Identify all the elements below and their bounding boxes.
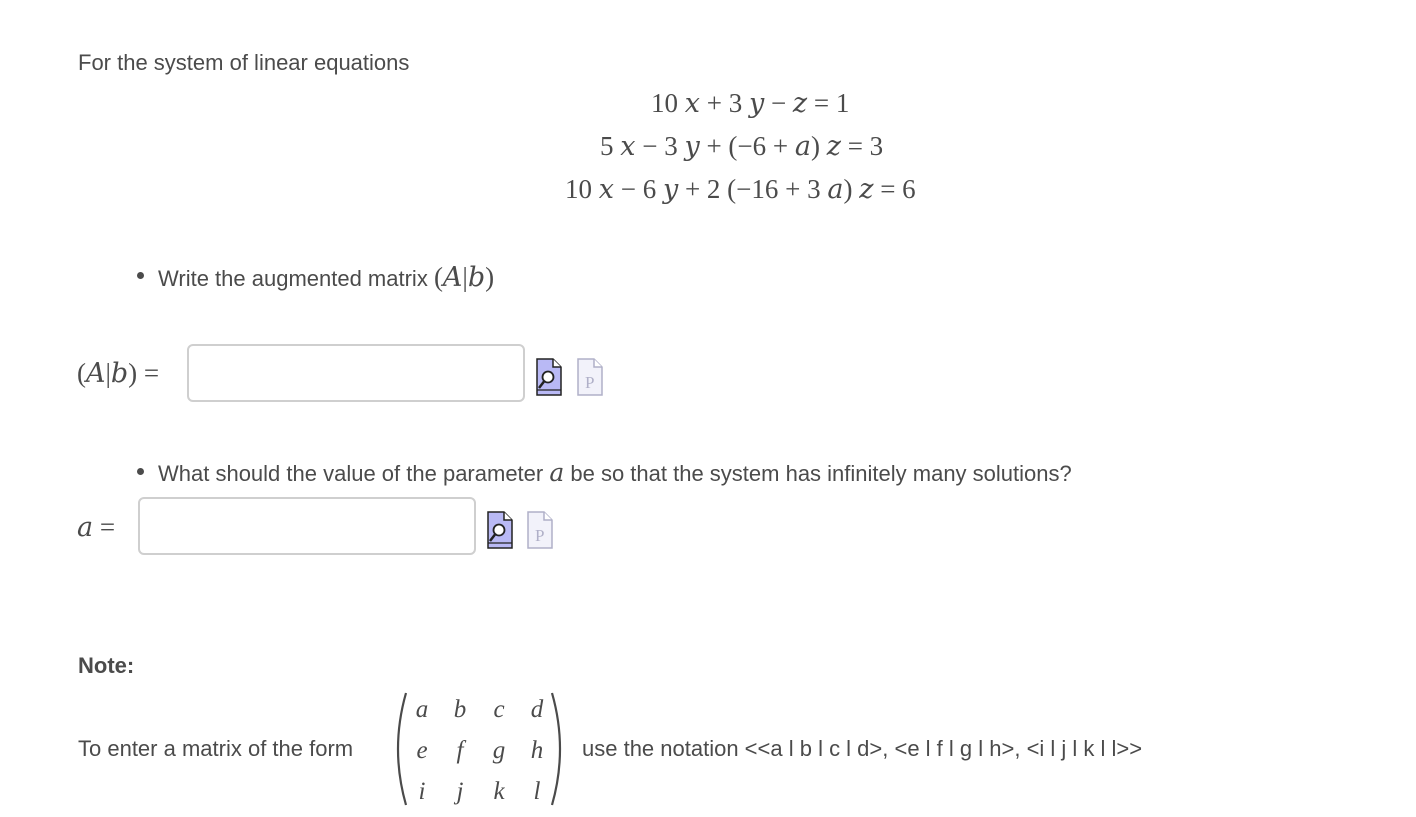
- matrix-cell: b: [453, 696, 467, 723]
- augmented-matrix-symbol: (𝐴|𝑏): [433, 262, 495, 292]
- matrix-cell: f: [456, 737, 464, 764]
- intro-text: For the system of linear equations: [78, 50, 410, 75]
- note-suffix: use the notation <<a l b l c l d>, <e l f l g l h>, <i l j l k l l>>: [582, 736, 1143, 761]
- a-answer-label: 𝑎 =: [77, 512, 116, 542]
- matrix-cell: h: [530, 737, 544, 764]
- parameter-symbol: 𝑎: [549, 460, 565, 487]
- equation-2: 5 𝑥 − 3 𝑦 + (−6 + 𝑎) 𝑧 = 3: [600, 131, 884, 161]
- preview-icon[interactable]: [487, 511, 513, 549]
- a-answer-input[interactable]: [138, 497, 476, 555]
- matrix-cell: k: [493, 778, 505, 805]
- bullet: [137, 468, 144, 475]
- matrix-cell: j: [456, 778, 464, 805]
- matrix-cell: l: [533, 778, 541, 805]
- note-prefix: To enter a matrix of the form: [78, 736, 354, 761]
- task-parameter-post: be so that the system has infinitely many solutions?: [564, 461, 1072, 486]
- syntax-icon[interactable]: [527, 511, 553, 549]
- example-matrix: [388, 690, 578, 808]
- matrix-cell: e: [416, 737, 428, 764]
- matrix-cell: d: [530, 696, 544, 723]
- matrix-cell: g: [492, 737, 506, 764]
- bullet: [137, 272, 144, 279]
- matrix-answer-label: (𝐴|𝑏) =: [77, 358, 160, 388]
- equation-3: 10 𝑥 − 6 𝑦 + 2 (−16 + 3 𝑎) 𝑧 = 6: [565, 174, 916, 204]
- matrix-cell: c: [493, 696, 505, 723]
- matrix-cell: a: [415, 696, 429, 723]
- equation-1: 10 𝑥 + 3 𝑦 − 𝑧 = 1: [651, 88, 850, 118]
- svg-text:P: P: [535, 526, 545, 545]
- svg-text:P: P: [585, 373, 595, 392]
- task-augmented-matrix-text: Write the augmented matrix: [158, 266, 434, 291]
- preview-icon[interactable]: [536, 358, 562, 396]
- task-parameter-pre: What should the value of the parameter: [158, 461, 550, 486]
- matrix-cell: i: [418, 778, 426, 805]
- syntax-icon[interactable]: [577, 358, 603, 396]
- matrix-answer-input[interactable]: [187, 344, 525, 402]
- note-label: Note:: [78, 653, 135, 678]
- task-parameter-value: [158, 458, 1072, 488]
- task-augmented-matrix: [158, 262, 494, 293]
